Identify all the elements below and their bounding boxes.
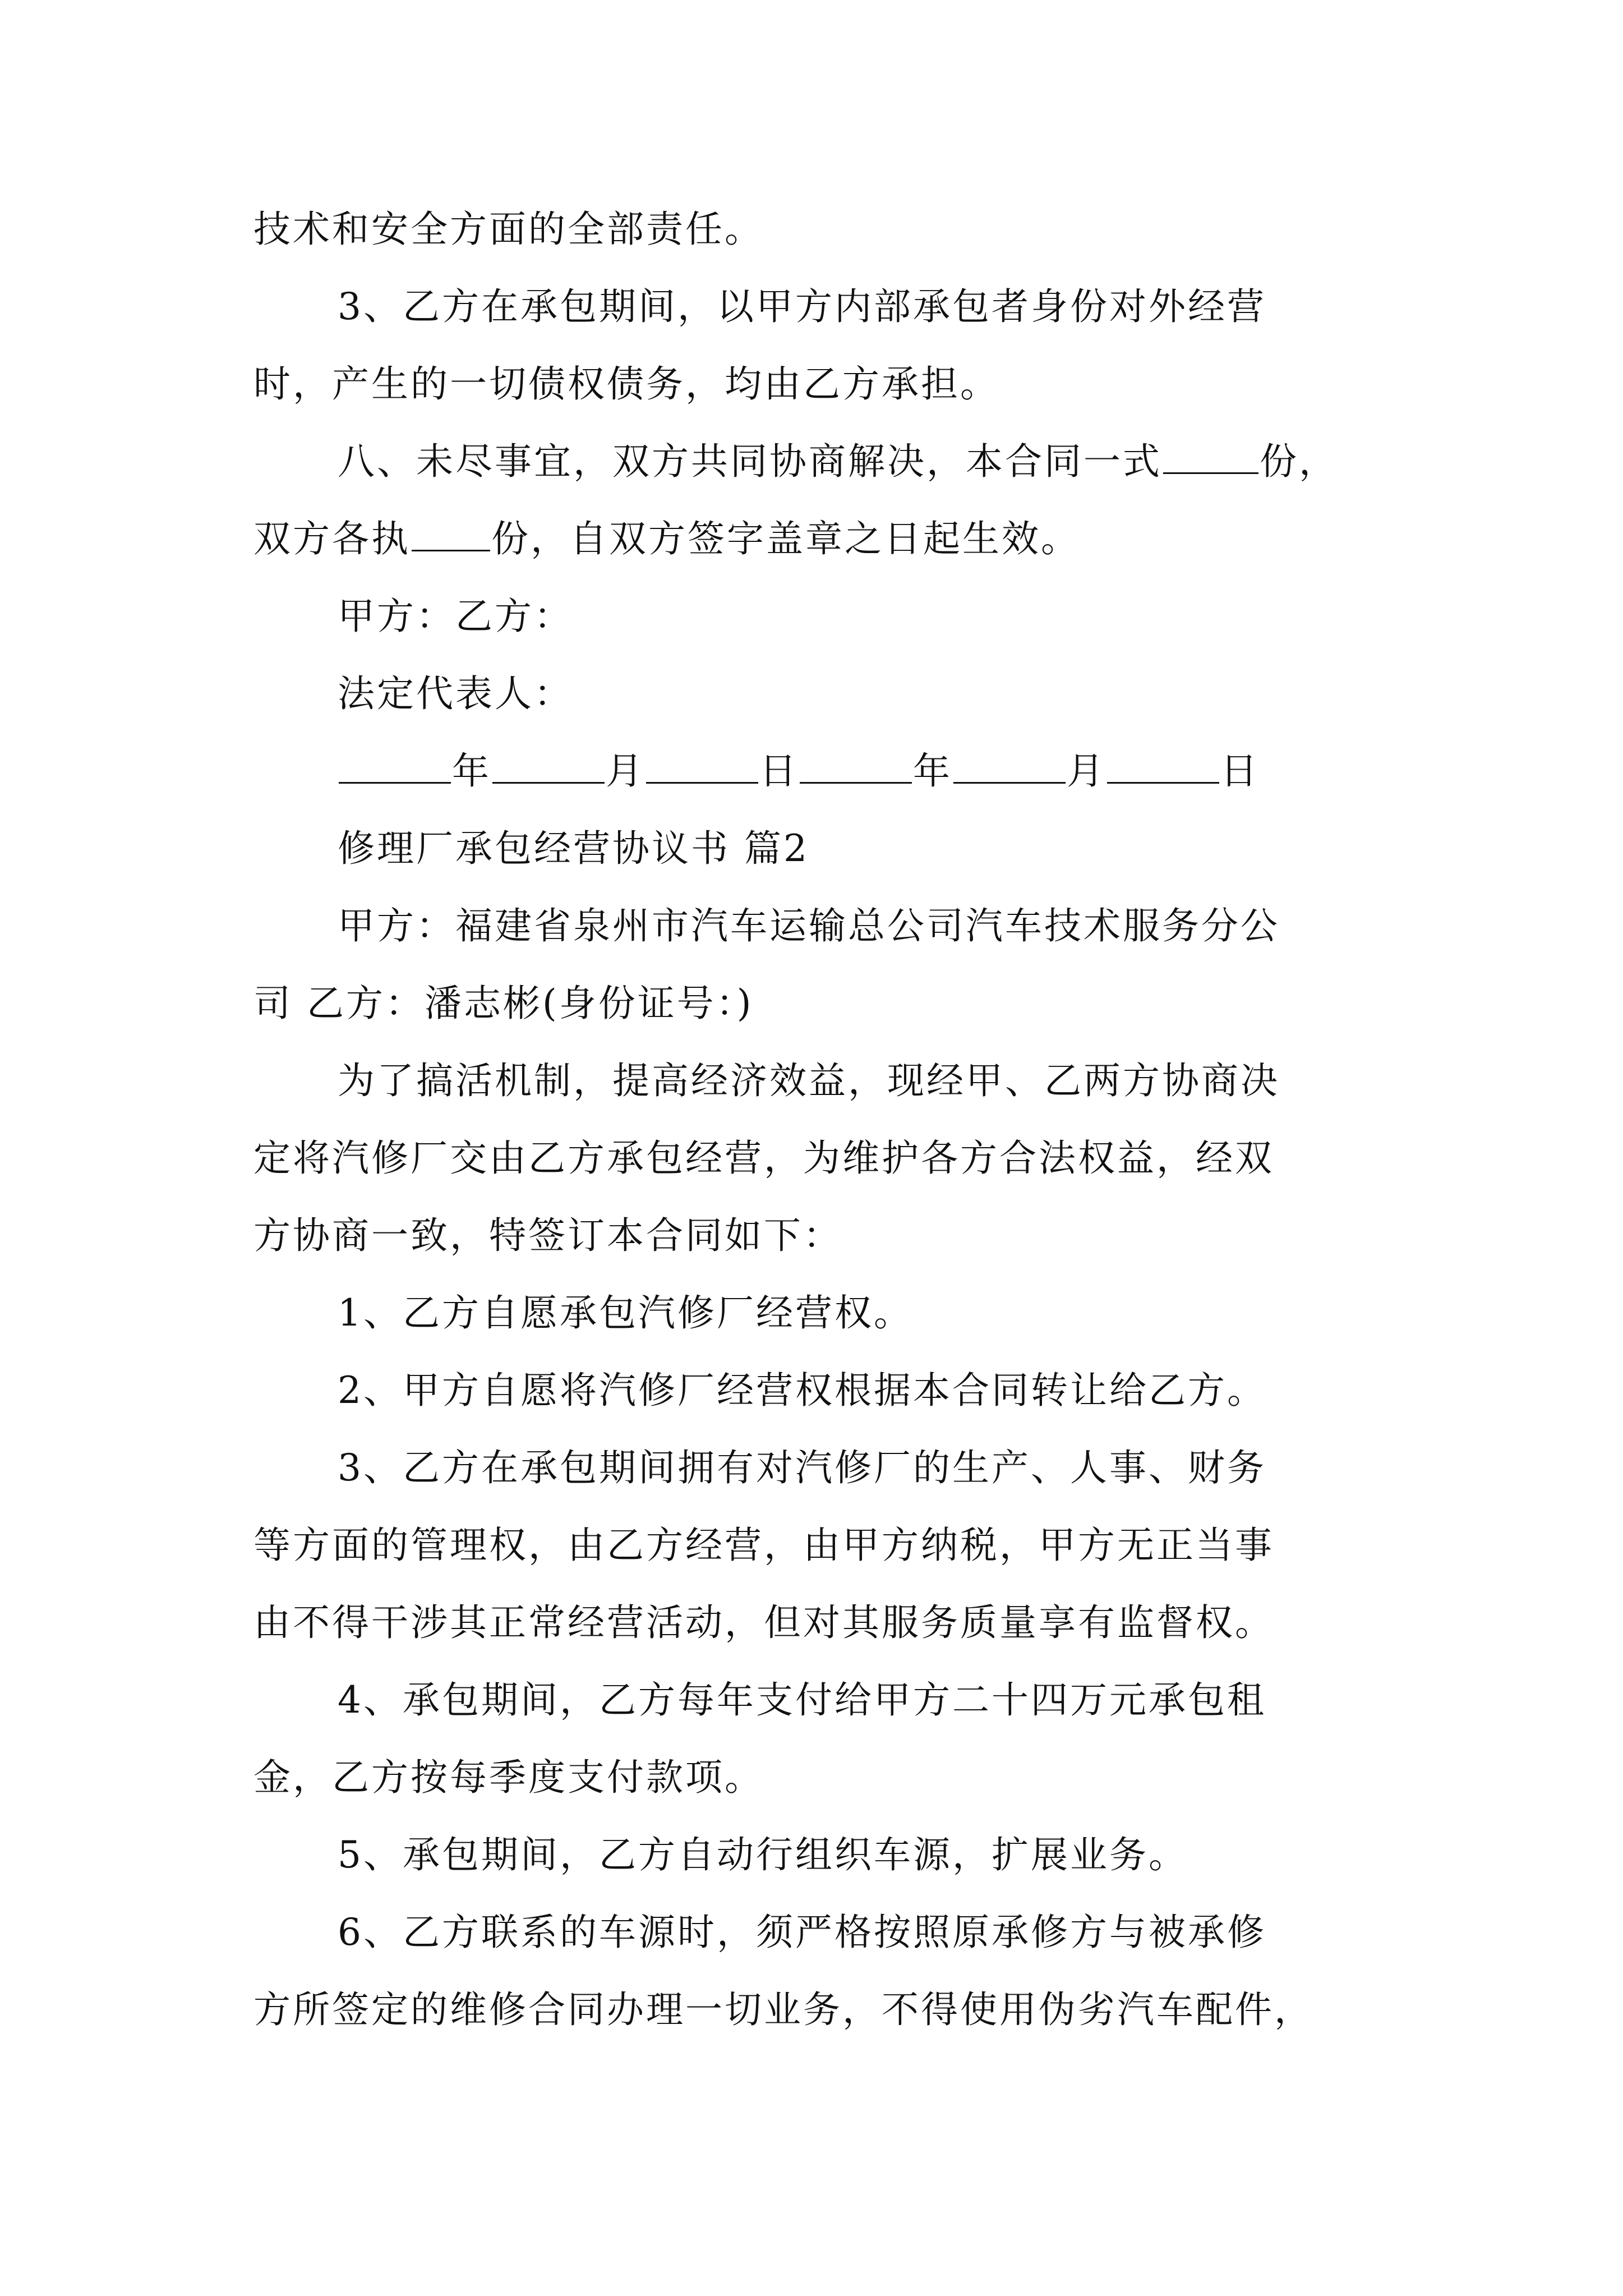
month-label: 月 — [606, 749, 645, 793]
day-blank — [646, 777, 758, 784]
legal-representative-line: 法定代表人： — [338, 672, 573, 715]
month-blank — [492, 777, 605, 784]
month-label: 月 — [1067, 749, 1106, 793]
clause-1: 1、乙方自愿承包汽修厂经营权。 — [338, 1291, 913, 1335]
paragraph-line: 定将汽修厂交由乙方承包经营，为维护各方合法权益，经双 — [253, 1137, 1274, 1180]
clause-2: 2、甲方自愿将汽修厂经营权根据本合同转让给乙方。 — [338, 1369, 1266, 1412]
paragraph-line: 等方面的管理权，由乙方经营，由甲方纳税，甲方无正当事 — [253, 1524, 1274, 1567]
date-line — [253, 733, 1370, 810]
clause-3: 3、乙方在承包期间拥有对汽修厂的生产、人事、财务 — [338, 1446, 1266, 1489]
paragraph-line: 3、乙方在承包期间，以甲方内部承包者身份对外经营 — [338, 285, 1266, 328]
paragraph-line: 由不得干涉其正常经营活动，但对其服务质量享有监督权。 — [253, 1601, 1274, 1644]
year-label: 年 — [452, 749, 491, 793]
copies-each-blank — [412, 545, 490, 551]
document-body — [253, 191, 1370, 2049]
text-segment: 份， — [1260, 440, 1338, 483]
paragraph-line: 为了搞活机制，提高经济效益，现经甲、乙两方协商决 — [338, 1059, 1280, 1102]
paragraph-line — [253, 500, 1370, 578]
paragraph-line: 金，乙方按每季度支付款项。 — [253, 1756, 764, 1799]
year-label: 年 — [913, 749, 952, 793]
text-segment: 双方各执 — [253, 517, 411, 560]
paragraph-line: 技术和安全方面的全部责任。 — [253, 208, 764, 251]
text-segment: 八、未尽事宜，双方共同协商解决，本合同一式 — [338, 440, 1162, 483]
text-segment: 份，自双方签字盖章之日起生效。 — [491, 517, 1080, 560]
paragraph-line: 方协商一致，特签订本合同如下： — [253, 1214, 842, 1257]
clause-5: 5、承包期间，乙方自动行组织车源，扩展业务。 — [338, 1833, 1188, 1876]
month-blank — [953, 777, 1066, 784]
signature-parties-line: 甲方：乙方： — [338, 595, 573, 638]
day-label: 日 — [759, 749, 799, 793]
year-blank — [800, 777, 912, 784]
day-label: 日 — [1220, 749, 1260, 793]
paragraph-line: 甲方：福建省泉州市汽车运输总公司汽车技术服务分公 — [338, 904, 1280, 947]
day-blank — [1107, 777, 1219, 784]
clause-6: 6、乙方联系的车源时，须严格按照原承修方与被承修 — [338, 1911, 1266, 1954]
year-blank — [339, 777, 451, 784]
copies-blank — [1163, 468, 1258, 474]
section-title: 修理厂承包经营协议书 篇2 — [338, 827, 809, 870]
paragraph-line — [253, 423, 1370, 500]
clause-4: 4、承包期间，乙方每年支付给甲方二十四万元承包租 — [338, 1678, 1266, 1722]
paragraph-line: 司 乙方：潘志彬(身份证号：) — [253, 982, 754, 1025]
paragraph-line: 时，产生的一切债权债务，均由乙方承担。 — [253, 362, 999, 406]
paragraph-line: 方所签定的维修合同办理一切业务，不得使用伪劣汽车配件， — [253, 1988, 1313, 2031]
